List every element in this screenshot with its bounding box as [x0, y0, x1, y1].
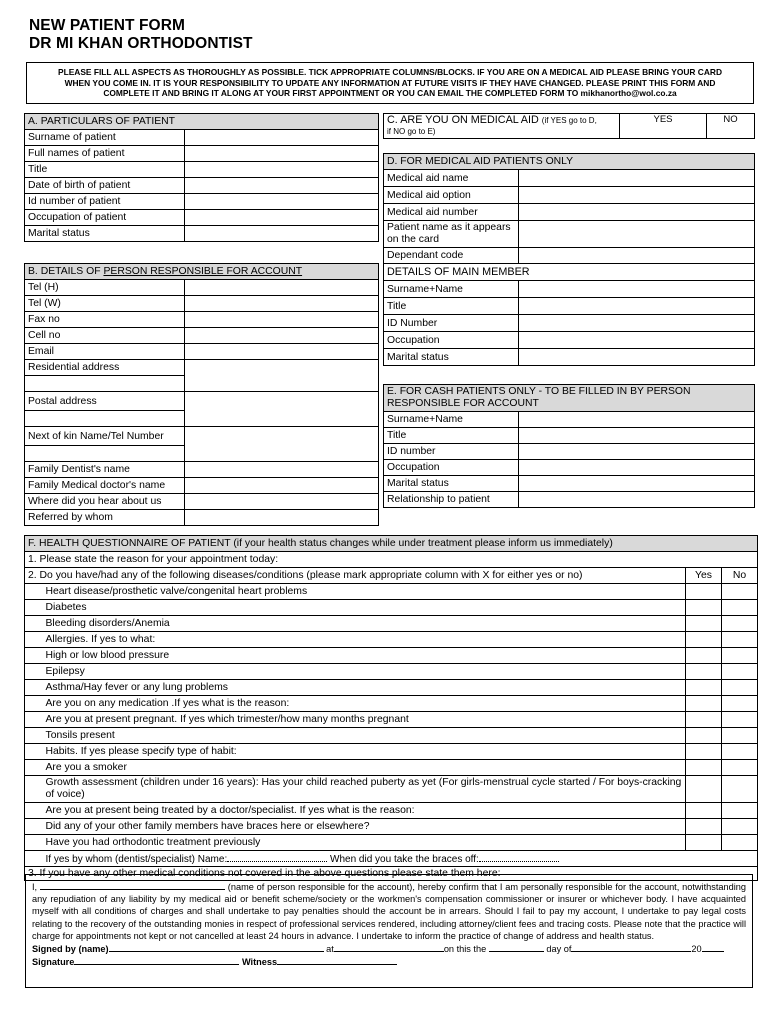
condition-row [25, 680, 758, 696]
indent-cell [25, 616, 43, 632]
condition-yes-box[interactable] [686, 776, 722, 803]
field-label: Occupation of patient [25, 210, 185, 226]
condition-yes-box[interactable] [686, 819, 722, 835]
field-label: Cell no [25, 328, 185, 344]
condition-yes-box[interactable] [686, 600, 722, 616]
cash-relationship-input[interactable] [519, 492, 755, 508]
declaration-text [32, 880, 746, 942]
field-label: Title [384, 428, 519, 444]
declaration-box [25, 874, 753, 988]
condition-no-box[interactable] [722, 744, 758, 760]
condition-row [25, 728, 758, 744]
year-label: 20 [691, 944, 702, 955]
section-a-title: A. PARTICULARS OF PATIENT [25, 114, 379, 130]
medical-aid-no-box[interactable] [707, 114, 755, 139]
on-this-the-label: on this the [443, 944, 487, 955]
form-title: NEW PATIENT FORM [29, 17, 186, 34]
medical-aid-yes-box[interactable] [620, 114, 707, 139]
condition-row [25, 632, 758, 648]
tel-work-input[interactable] [185, 296, 379, 312]
condition-no-box[interactable] [722, 584, 758, 600]
title-input[interactable] [185, 162, 379, 178]
field-label: Surname+Name [384, 412, 519, 428]
section-f-table [24, 535, 758, 881]
postal-address-input[interactable] [185, 392, 379, 427]
fax-input[interactable] [185, 312, 379, 328]
witness-input[interactable] [277, 955, 397, 965]
field-label: Medical aid name [384, 170, 519, 187]
condition-no-box[interactable] [722, 632, 758, 648]
field-label: Occupation [384, 460, 519, 476]
signed-by-row [32, 942, 746, 955]
condition-label: Diabetes [43, 600, 686, 616]
field-label: Title [25, 162, 185, 178]
notice-line: WHEN YOU COME IN. IT IS YOUR RESPONSIBILITY TO UPDATE ANY INFORMATION AT FUTURE VISITS IF THEY HAVE CHANGED. PLEASE PRINT THIS FORM AND [64, 77, 716, 88]
condition-row [25, 696, 758, 712]
next-of-kin-input[interactable] [185, 427, 379, 462]
cash-title-input[interactable] [519, 428, 755, 444]
field-label: Referred by whom [25, 510, 185, 526]
condition-label: Epilepsy [43, 664, 686, 680]
field-label [25, 446, 185, 462]
yes-label: YES [653, 114, 673, 125]
dob-input[interactable] [185, 178, 379, 194]
question-2: 2. Do you have/had any of the following diseases/conditions (please mark appropriate column with X for either yes or no) [25, 568, 686, 584]
signed-place-input[interactable] [334, 942, 444, 952]
cash-occupation-input[interactable] [519, 460, 755, 476]
condition-label: Growth assessment (children under 16 years): Has your child reached puberty as yet (For girls-menstrual cycle started / For boys-cracking of voice) [43, 776, 686, 803]
condition-yes-box[interactable] [686, 664, 722, 680]
family-doctor-input[interactable] [185, 478, 379, 494]
condition-row [25, 648, 758, 664]
field-label: Where did you hear about us [25, 494, 185, 510]
signed-day-input[interactable] [489, 942, 544, 952]
condition-label: Asthma/Hay fever or any lung problems [43, 680, 686, 696]
at-label: at [326, 944, 334, 955]
field-label: Postal address [25, 392, 185, 411]
notice-line: PLEASE FILL ALL ASPECTS AS THOROUGHLY AS POSSIBLE. TICK APPROPRIATE COLUMNS/BLOCKS. IF YOU ARE ON A MEDICAL AID PLEASE BRING YOUR CARD [58, 67, 722, 77]
medical-aid-name-input[interactable] [519, 170, 755, 187]
field-label: Tel (W) [25, 296, 185, 312]
yes-column-header: Yes [686, 568, 722, 584]
section-b-table [24, 263, 379, 526]
heard-about-us-input[interactable] [185, 494, 379, 510]
condition-yes-box[interactable] [686, 680, 722, 696]
indent-cell [25, 600, 43, 616]
cash-marital-input[interactable] [519, 476, 755, 492]
indent-cell [25, 760, 43, 776]
main-member-occupation-input[interactable] [519, 332, 755, 349]
instructions-notice [26, 62, 754, 104]
question-1: 1. Please state the reason for your appointment today: [25, 552, 758, 568]
section-a-table [24, 113, 379, 242]
patient-card-name-input[interactable] [519, 221, 755, 248]
condition-yes-box[interactable] [686, 632, 722, 648]
condition-no-box[interactable] [722, 648, 758, 664]
practice-name: DR MI KHAN ORTHODONTIST [29, 35, 253, 52]
main-member-name-input[interactable] [519, 281, 755, 298]
signature-input[interactable] [74, 955, 239, 965]
section-c-table [383, 113, 755, 139]
section-d-table [383, 153, 755, 366]
braces-off-date-input[interactable] [479, 852, 559, 862]
indent-cell [25, 776, 43, 803]
cell-input[interactable] [185, 328, 379, 344]
field-label: Dependant code [384, 248, 519, 264]
tel-home-input[interactable] [185, 280, 379, 296]
condition-row [25, 616, 758, 632]
section-d-title: D. FOR MEDICAL AID PATIENTS ONLY [384, 154, 755, 170]
condition-row [25, 744, 758, 760]
signed-by-name-input[interactable] [109, 942, 324, 952]
condition-no-box[interactable] [722, 803, 758, 819]
marital-status-input[interactable] [185, 226, 379, 242]
field-label: Marital status [384, 349, 519, 366]
condition-label: Did any of your other family members have braces here or elsewhere? [43, 819, 686, 835]
condition-row [25, 803, 758, 819]
no-column-header: No [722, 568, 758, 584]
condition-label: Are you at present being treated by a doctor/specialist. If yes what is the reason: [43, 803, 686, 819]
condition-yes-box[interactable] [686, 728, 722, 744]
field-label: Marital status [384, 476, 519, 492]
field-label: Surname+Name [384, 281, 519, 298]
braces-name-input[interactable] [227, 852, 327, 862]
section-b-title-prefix: B. DETAILS OF [28, 266, 104, 277]
full-names-input[interactable] [185, 146, 379, 162]
field-label [25, 411, 185, 427]
condition-yes-box[interactable] [686, 803, 722, 819]
condition-yes-box[interactable] [686, 744, 722, 760]
condition-label: High or low blood pressure [43, 648, 686, 664]
field-label: Fax no [25, 312, 185, 328]
section-e-table [383, 384, 755, 508]
condition-row [25, 712, 758, 728]
no-label: NO [723, 114, 738, 125]
condition-row [25, 819, 758, 835]
email-input[interactable] [185, 344, 379, 360]
section-c-title: C. ARE YOU ON MEDICAL AID [387, 114, 539, 126]
family-dentist-input[interactable] [185, 462, 379, 478]
declaration-body: (name of person responsible for the account), hereby confirm that I am personally responsible for the account, notwithstanding any repudiation of any liability by my medical aid or benefit scheme/society or the workmen's compensation commissioner or insurer or whichever body. I have acquainted myself with all conditions of charges and shall undertake to pay penalties should the account be in arrears. Should I fail to pay my account, I undertake to pay legal costs relating to the recovery of the outstanding monies in respect of professional services rendered, including attorney/client fees and tracing costs. Please note that the practice will charge for appointments not kept or not cancelled at least 24 hours in advance. I undertake to inform the practice of change of address and health status. [32, 882, 746, 941]
referred-by-input[interactable] [185, 510, 379, 526]
condition-label: Habits. If yes please specify type of habit: [43, 744, 686, 760]
notice-line: COMPLETE IT AND BRING IT ALONG AT YOUR FIRST APPOINTMENT OR YOU CAN EMAIL THE COMPLETED FORM TO mikhanortho@wol.co.za [103, 88, 677, 99]
surname-input[interactable] [185, 130, 379, 146]
condition-row [25, 664, 758, 680]
condition-no-box[interactable] [722, 616, 758, 632]
condition-no-box[interactable] [722, 776, 758, 803]
condition-label: Are you on any medication .If yes what is the reason: [43, 696, 686, 712]
condition-no-box[interactable] [722, 664, 758, 680]
question-3: 3. If you have any other medical conditions not covered in the above questions please state them here: [25, 867, 758, 881]
section-f-title: F. HEALTH QUESTIONNAIRE OF PATIENT (if your health status changes while under treatment please inform us immediately) [25, 536, 758, 552]
signature-row [32, 955, 746, 968]
braces-by-whom-row [43, 851, 758, 867]
field-label [25, 376, 185, 392]
condition-label: Tonsils present [43, 728, 686, 744]
section-c-note: if NO go to E) [387, 127, 436, 136]
signed-month-input[interactable] [571, 942, 691, 952]
section-c-question [384, 114, 620, 139]
field-label: Patient name as it appears on the card [384, 221, 519, 248]
braces-off-label: When did you take the braces off: [327, 854, 479, 865]
condition-no-box[interactable] [722, 680, 758, 696]
main-member-title: DETAILS OF MAIN MEMBER [384, 264, 755, 281]
condition-label: Heart disease/prosthetic valve/congenital heart problems [43, 584, 686, 600]
indent-cell [25, 819, 43, 835]
signature-label: Signature [32, 957, 75, 968]
condition-yes-box[interactable] [686, 712, 722, 728]
cash-id-input[interactable] [519, 444, 755, 460]
indent-cell [25, 680, 43, 696]
condition-label: Are you a smoker [43, 760, 686, 776]
responsible-person-input[interactable] [40, 880, 225, 890]
indent-cell [25, 851, 43, 867]
section-c-note: (if YES go to D, [541, 116, 597, 125]
section-b-title [25, 264, 379, 280]
indent-cell [25, 835, 43, 851]
declaration-i: I, [32, 882, 38, 892]
main-member-id-input[interactable] [519, 315, 755, 332]
medical-aid-number-input[interactable] [519, 204, 755, 221]
main-member-marital-input[interactable] [519, 349, 755, 366]
day-of-label: day of [546, 944, 572, 955]
condition-no-box[interactable] [722, 728, 758, 744]
field-label: Medical aid number [384, 204, 519, 221]
field-label: Relationship to patient [384, 492, 519, 508]
field-label: Residential address [25, 360, 185, 376]
medical-aid-option-input[interactable] [519, 187, 755, 204]
condition-row [25, 600, 758, 616]
indent-cell [25, 728, 43, 744]
field-label: Family Dentist's name [25, 462, 185, 478]
condition-no-box[interactable] [722, 835, 758, 851]
main-member-title-input[interactable] [519, 298, 755, 315]
signed-by-label: Signed by (name) [32, 944, 109, 955]
indent-cell [25, 632, 43, 648]
id-number-input[interactable] [185, 194, 379, 210]
condition-yes-box[interactable] [686, 648, 722, 664]
condition-label: Allergies. If yes to what: [43, 632, 686, 648]
condition-label: Have you had orthodontic treatment previously [43, 835, 686, 851]
condition-no-box[interactable] [722, 760, 758, 776]
field-label: Tel (H) [25, 280, 185, 296]
indent-cell [25, 744, 43, 760]
condition-yes-box[interactable] [686, 616, 722, 632]
condition-label: Are you at present pregnant. If yes which trimester/how many months pregnant [43, 712, 686, 728]
condition-row [25, 584, 758, 600]
condition-no-box[interactable] [722, 819, 758, 835]
field-label: Id number of patient [25, 194, 185, 210]
field-label: Date of birth of patient [25, 178, 185, 194]
condition-label: Bleeding disorders/Anemia [43, 616, 686, 632]
section-e-title: E. FOR CASH PATIENTS ONLY - TO BE FILLED IN BY PERSON RESPONSIBLE FOR ACCOUNT [384, 385, 755, 412]
field-label: Full names of patient [25, 146, 185, 162]
dependant-code-input[interactable] [519, 248, 755, 264]
residential-address-input[interactable] [185, 360, 379, 392]
field-label: Family Medical doctor's name [25, 478, 185, 494]
condition-no-box[interactable] [722, 712, 758, 728]
condition-yes-box[interactable] [686, 760, 722, 776]
condition-row [25, 760, 758, 776]
field-label: Marital status [25, 226, 185, 242]
field-label: Title [384, 298, 519, 315]
field-label: Next of kin Name/Tel Number [25, 427, 185, 446]
field-label: Email [25, 344, 185, 360]
condition-row [25, 776, 758, 803]
field-label: ID number [384, 444, 519, 460]
braces-by-whom-label: If yes by whom (dentist/specialist) Name: [45, 854, 228, 865]
cash-name-input[interactable] [519, 412, 755, 428]
indent-cell [25, 696, 43, 712]
condition-yes-box[interactable] [686, 584, 722, 600]
condition-no-box[interactable] [722, 600, 758, 616]
witness-label: Witness [241, 957, 278, 968]
indent-cell [25, 712, 43, 728]
signed-year-input[interactable] [702, 942, 724, 952]
field-label: Occupation [384, 332, 519, 349]
condition-no-box[interactable] [722, 696, 758, 712]
condition-yes-box[interactable] [686, 835, 722, 851]
indent-cell [25, 648, 43, 664]
occupation-input[interactable] [185, 210, 379, 226]
field-label: ID Number [384, 315, 519, 332]
condition-yes-box[interactable] [686, 696, 722, 712]
field-label: Surname of patient [25, 130, 185, 146]
indent-cell [25, 803, 43, 819]
field-label: Medical aid option [384, 187, 519, 204]
condition-row [25, 835, 758, 851]
section-b-title-underlined: PERSON RESPONSIBLE FOR ACCOUNT [103, 266, 303, 277]
indent-cell [25, 584, 43, 600]
indent-cell [25, 664, 43, 680]
